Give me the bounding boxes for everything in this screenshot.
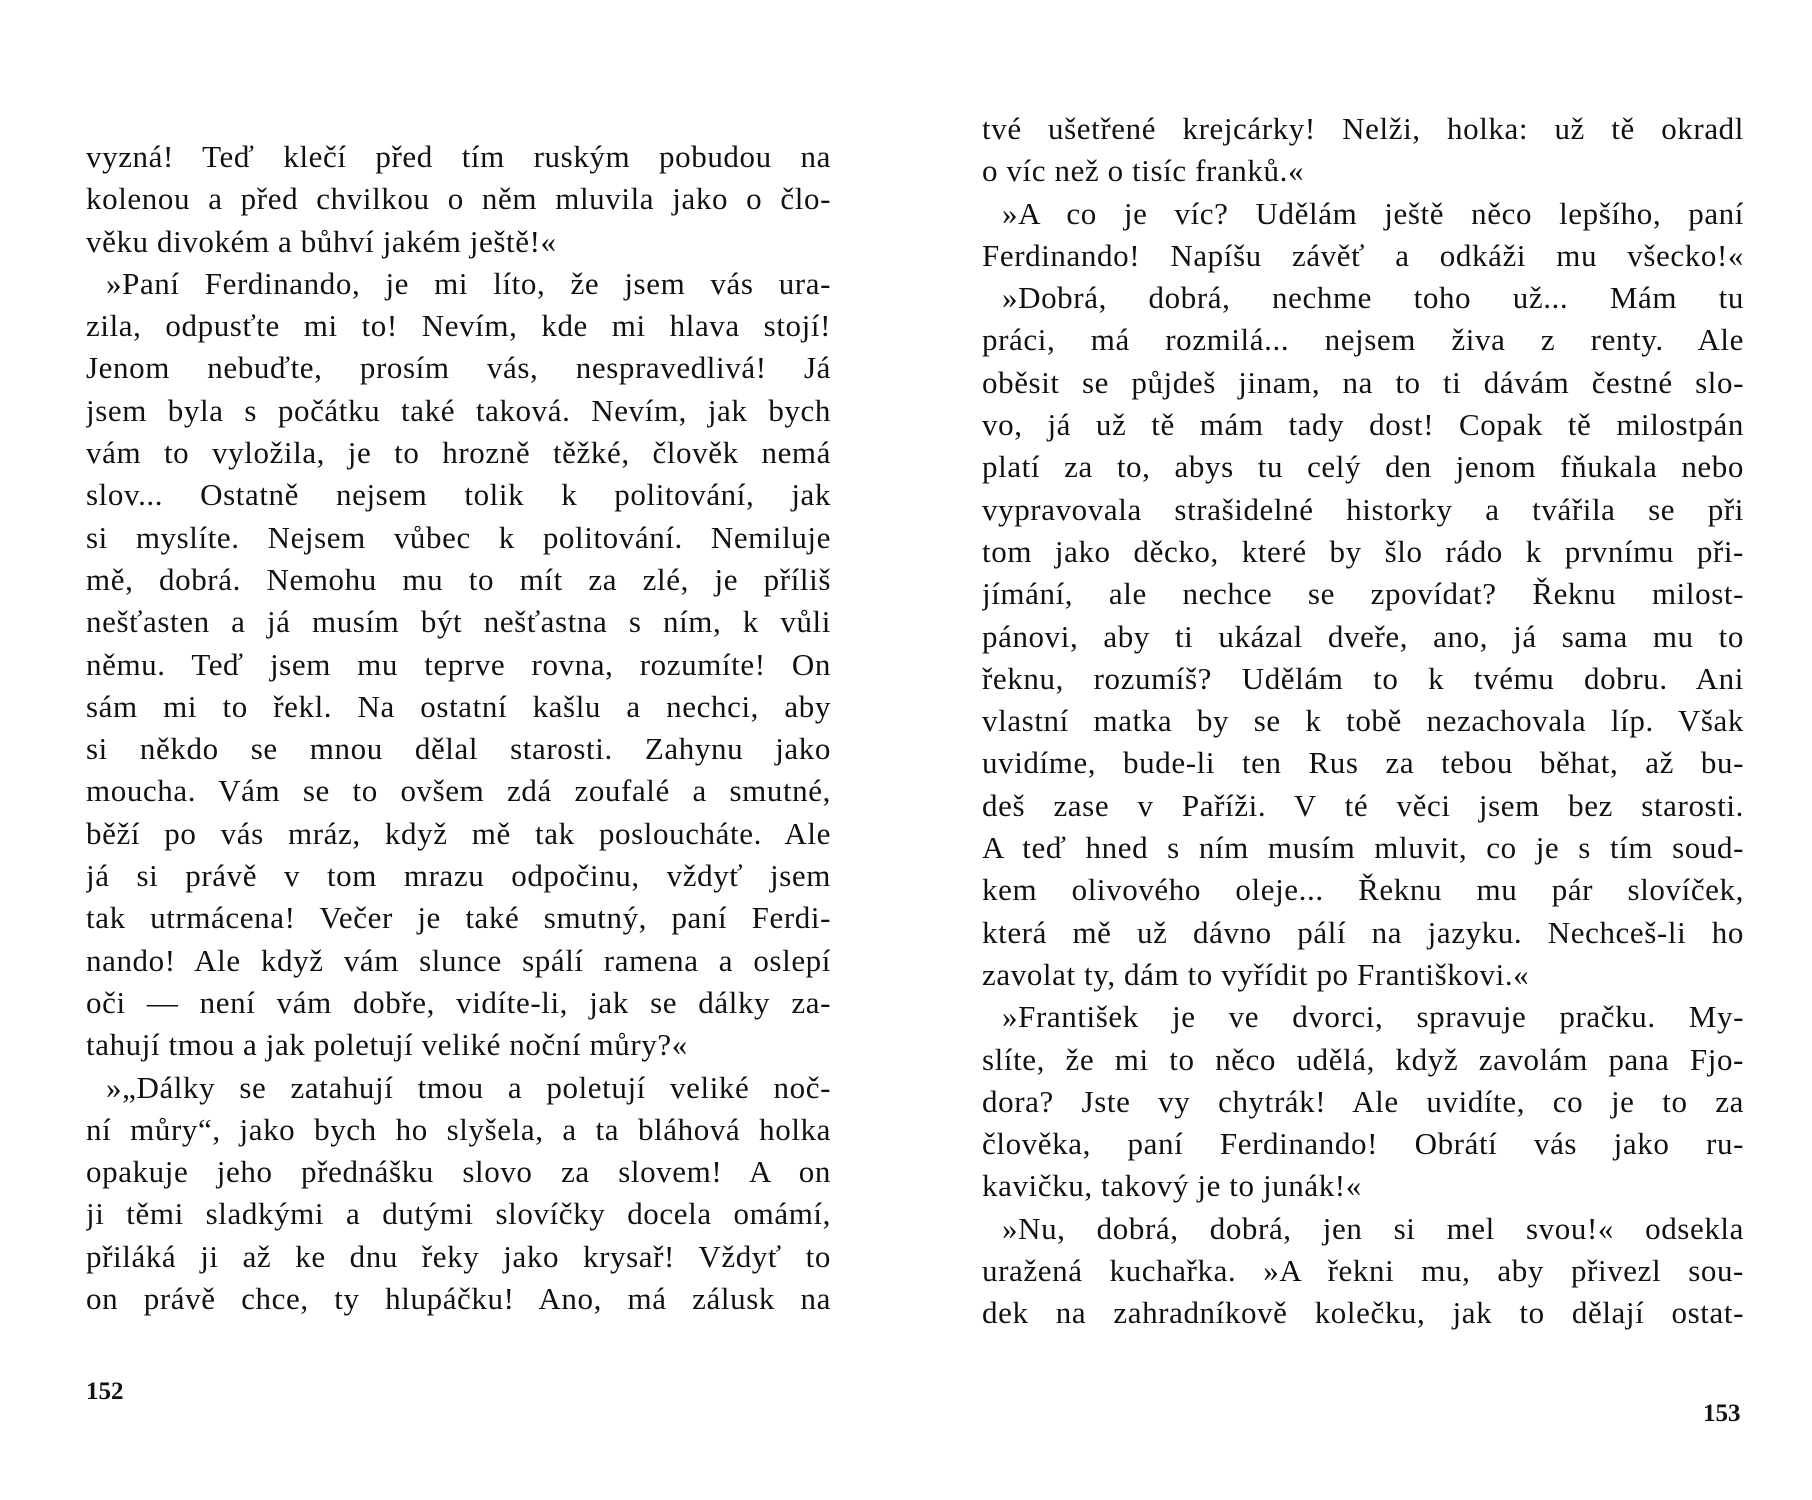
text-line: »František je ve dvorci, spravuje pračku. My- [1002,999,1744,1035]
text-line: jímání, ale nechce se zpovídat? Řeknu milost- [982,576,1744,612]
text-line: kavičku, takový je to junák!« [982,1168,1362,1204]
text-line: moucha. Vám se to ovšem zdá zoufalé a smutné, [86,773,831,809]
text-line: platí za to, abys tu celý den jenom fňukala nebo [982,449,1744,485]
text-line: kolenou a před chvilkou o něm mluvila jako o člo- [86,181,831,217]
text-line: práci, má rozmilá... nejsem živa z renty. Ale [982,322,1744,358]
text-line: která mě už dávno pálí na jazyku. Nechceš-li ho [982,914,1744,950]
text-line: oběsit se půjdeš jinam, na to ti dávám čestné slo- [982,364,1744,400]
text-line: slíte, že mi to něco udělá, když zavolám pana Fjo- [982,1041,1744,1077]
text-line: si někdo se mnou dělal starosti. Zahynu jako [86,731,831,767]
text-line: »Dobrá, dobrá, nechme toho už... Mám tu [1002,280,1744,316]
text-line: zila, odpusťte mi to! Nevím, kde mi hlava stojí! [86,308,831,344]
text-line: vo, já už tě mám tady dost! Copak tě milostpán [982,407,1744,443]
text-line: »Paní Ferdinando, je mi líto, že jsem vás ura- [106,265,831,301]
text-line: věku divokém a bůhví jakém ještě!« [86,223,557,259]
page-number: 153 [1703,1400,1741,1427]
text-line: vám to vyložila, je to hrozně těžké, člověk nemá [86,435,831,471]
text-line: kem olivového oleje... Řeknu mu pár slovíček, [982,872,1744,908]
text-line: já si právě v tom mrazu odpočinu, vždyť jsem [86,858,831,894]
text-line: přiláká ji až ke dnu řeky jako krysař! Vždyť to [86,1238,831,1274]
text-line: ji těmi sladkými a dutými slovíčky docela omámí, [86,1196,831,1232]
text-line: nešťasten a já musím být nešťastna s ním, k vůli [86,604,831,640]
text-line: »A co je víc? Udělám ještě něco lepšího, paní [1002,195,1744,231]
text-line: ní můry“, jako bych ho slyšela, a ta bláhová holka [86,1111,831,1147]
text-line: uvidíme, bude-li ten Rus za tebou běhat, až bu- [982,745,1744,781]
text-line: tom jako děcko, které by šlo rádo k prvnímu při- [982,533,1744,569]
text-line: tvé ušetřené krejcárky! Nelži, holka: už tě okradl [982,111,1744,146]
text-line: běží po vás mráz, když mě tak posloucháte. Ale [86,815,831,851]
text-line: »„Dálky se zatahují tmou a poletují veliké noč- [106,1069,831,1105]
text-line: si myslíte. Nejsem vůbec k politování. Nemiluje [86,519,831,555]
text-line: jsem byla s počátku také taková. Nevím, jak bych [86,392,831,428]
text-line: tahují tmou a jak poletují veliké noční můry?« [86,1027,688,1063]
text-line: uražená kuchařka. »A řekni mu, aby přivezl sou- [982,1253,1744,1289]
text-line: vypravovala strašidelné historky a tvářila se při [982,491,1744,527]
text-line: vyzná! Teď klečí před tím ruským pobudou na [86,139,831,174]
text-line: vlastní matka by se k tobě nezachovala líp. Však [982,703,1744,739]
text-line: dek na zahradníkově kolečku, jak to dělají ostat- [982,1295,1744,1331]
text-line: on právě chce, ty hlupáčku! Ano, má zálusk na [86,1281,831,1317]
page-number: 152 [86,1378,124,1405]
left-page-text [86,136,831,1320]
text-line: nando! Ale když vám slunce spálí ramena a oslepí [86,942,831,978]
text-line: zavolat ty, dám to vyřídit po Františkovi.« [982,956,1530,992]
text-line: člověka, paní Ferdinando! Obrátí vás jako ru- [982,1126,1744,1162]
text-line: opakuje jeho přednášku slovo za slovem! A on [86,1154,831,1190]
right-page [906,0,1812,1500]
text-line: sám mi to řekl. Na ostatní kašlu a nechci, aby [86,688,831,724]
text-line: pánovi, aby ti ukázal dveře, ano, já sama mu to [982,618,1744,654]
text-line: mě, dobrá. Nemohu mu to mít za zlé, je příliš [86,561,831,597]
text-line: o víc než o tisíc franků.« [982,153,1305,189]
text-line: deš zase v Paříži. V té věci jsem bez starosti. [982,787,1744,823]
text-line: řeknu, rozumíš? Udělám to k tvému dobru. Ani [982,660,1744,696]
text-line: Jenom nebuďte, prosím vás, nespravedlivá! Já [86,350,831,386]
text-line: němu. Teď jsem mu teprve rovna, rozumíte! On [86,646,831,682]
text-line: »Nu, dobrá, dobrá, jen si mel svou!« odsekla [1002,1210,1744,1246]
text-line: A teď hned s ním musím mluvit, co je s tím soud- [982,830,1744,866]
right-page-text [982,108,1744,1335]
text-line: slov... Ostatně nejsem tolik k politování, jak [86,477,831,513]
text-line: Ferdinando! Napíšu závěť a odkáži mu všecko!« [982,237,1744,273]
text-line: tak utrmácena! Večer je také smutný, paní Ferdi- [86,900,831,936]
text-line: oči — není vám dobře, vidíte-li, jak se dálky za- [86,984,831,1020]
text-line: dora? Jste vy chytrák! Ale uvidíte, co je to za [982,1083,1744,1119]
